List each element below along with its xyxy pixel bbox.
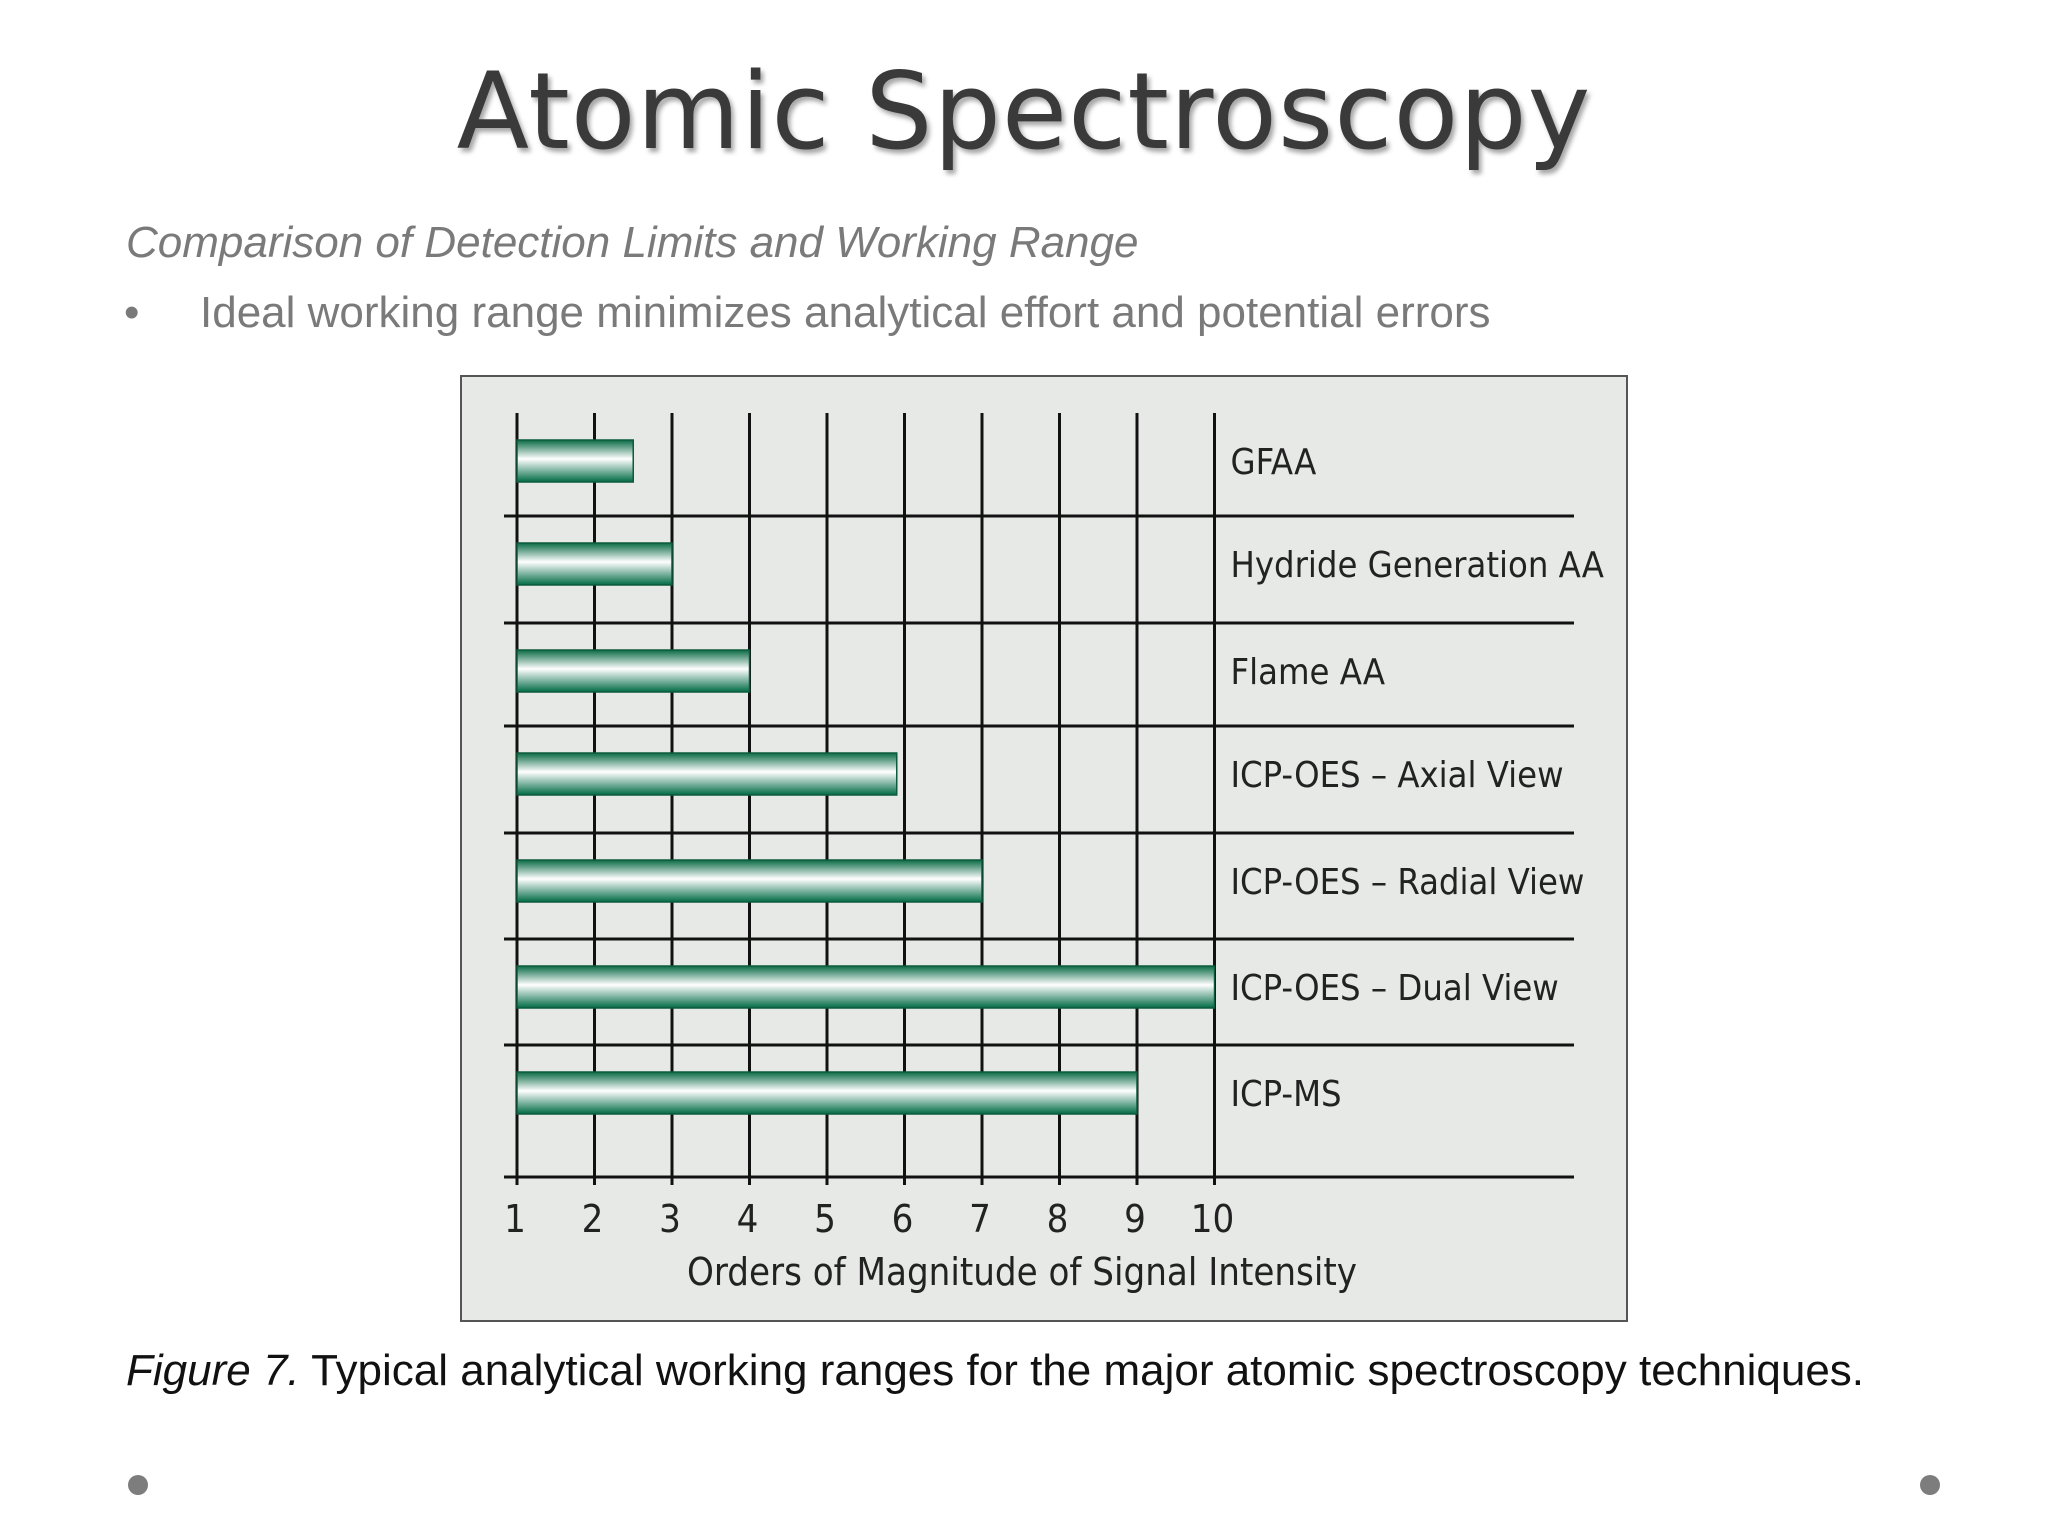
category-label: ICP-OES – Radial View xyxy=(1230,862,1585,903)
next-slide-dot[interactable] xyxy=(1920,1475,1940,1495)
bar xyxy=(517,860,982,902)
category-label: GFAA xyxy=(1230,442,1317,483)
x-tick-label: 7 xyxy=(969,1197,991,1241)
x-tick-label: 6 xyxy=(891,1197,914,1241)
bar xyxy=(517,966,1215,1008)
bars xyxy=(517,440,1215,1114)
bullet-text: Ideal working range minimizes analytical effort and potential errors xyxy=(200,288,1491,337)
x-axis-label: Orders of Magnitude of Signal Intensity xyxy=(686,1250,1358,1294)
figure-label: Figure 7. xyxy=(126,1346,300,1395)
x-tick-label: 8 xyxy=(1046,1197,1069,1241)
category-label: ICP-MS xyxy=(1230,1074,1342,1115)
bar xyxy=(517,440,633,482)
bullet-item xyxy=(124,288,1491,338)
bar xyxy=(517,1072,1137,1114)
category-label: Hydride Generation AA xyxy=(1230,545,1604,586)
slide-title: Atomic Spectroscopy xyxy=(456,50,1592,173)
grid-lines xyxy=(504,413,1574,1185)
bar xyxy=(517,753,897,795)
category-label: ICP-OES – Dual View xyxy=(1230,968,1559,1009)
bar xyxy=(517,543,672,585)
slide-subtitle: Comparison of Detection Limits and Working Range xyxy=(126,218,1139,267)
category-label: Flame AA xyxy=(1230,652,1386,693)
x-tick-label: 5 xyxy=(814,1197,836,1241)
figure-caption xyxy=(126,1346,1864,1396)
category-label: ICP-OES – Axial View xyxy=(1230,755,1564,796)
x-tick-label: 2 xyxy=(581,1197,604,1241)
figure-caption-text: Typical analytical working ranges for the major atomic spectroscopy techniques. xyxy=(299,1346,1865,1395)
x-tick-label: 3 xyxy=(659,1197,681,1241)
prev-slide-dot[interactable] xyxy=(128,1475,148,1495)
working-range-chart xyxy=(462,377,1626,1320)
category-labels xyxy=(1231,442,1604,1115)
bullet-dot: • xyxy=(124,288,140,337)
x-tick-label: 9 xyxy=(1124,1197,1146,1241)
x-tick-label: 1 xyxy=(504,1197,526,1241)
x-tick-labels xyxy=(504,1197,1234,1241)
bar xyxy=(517,650,750,692)
chart-frame xyxy=(460,375,1628,1322)
x-tick-label: 4 xyxy=(736,1197,759,1241)
x-tick-label: 10 xyxy=(1190,1197,1235,1241)
